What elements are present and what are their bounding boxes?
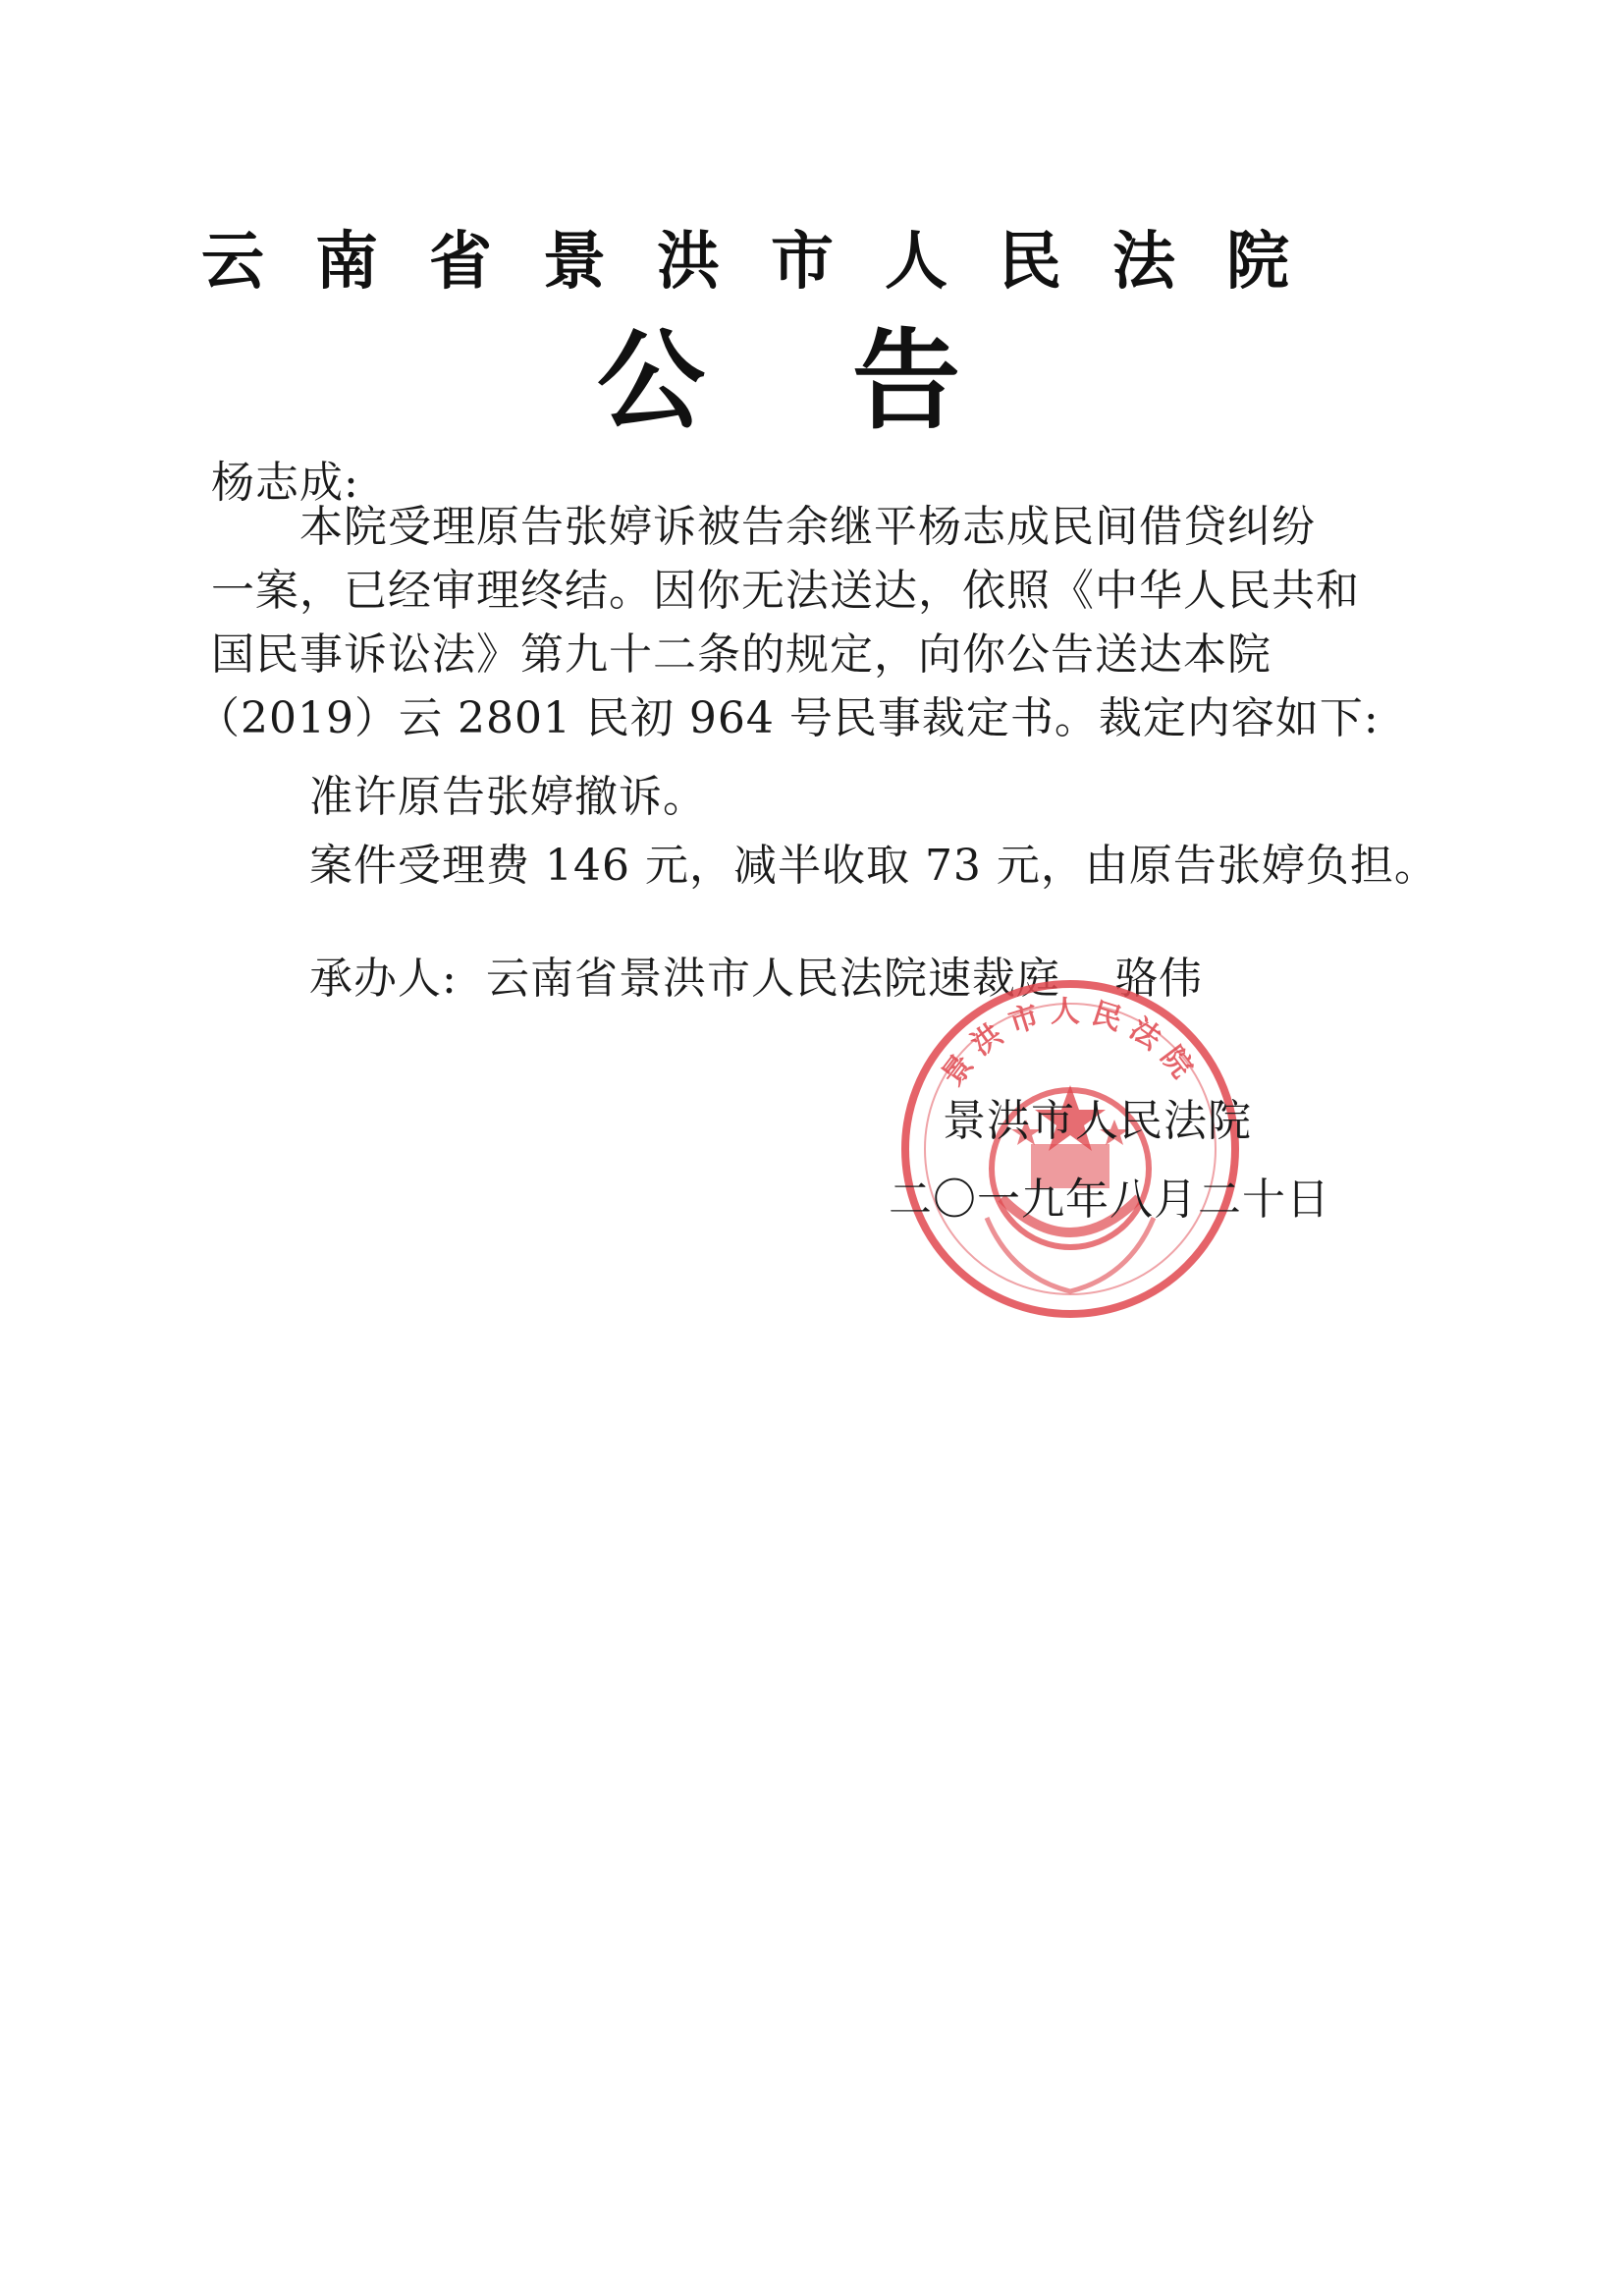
official-seal xyxy=(893,972,1247,1326)
court-name: 云南省景洪市人民法院 xyxy=(201,226,1340,299)
handler-unit: 云南省景洪市人民法院速裁庭 xyxy=(486,954,1060,1004)
body-line-4: （2019）云 2801 民初 964 号民事裁定书。裁定内容如下: xyxy=(196,693,1380,743)
document-title: 公告 xyxy=(597,318,1108,444)
body-line-1: 本院受理原告张婷诉被告余继平杨志成民间借贷纠纷 xyxy=(299,502,1316,552)
body-line-2: 一案，已经审理终结。因你无法送达，依照《中华人民共和 xyxy=(211,566,1360,616)
seal-text: 景洪市人民法院 xyxy=(935,995,1206,1093)
ruling-line-2: 案件受理费 146 元，减半收取 73 元，由原告张婷负担。 xyxy=(309,841,1438,891)
addressee: 杨志成: xyxy=(211,458,359,508)
handler-label: 承办人: xyxy=(309,954,458,1004)
issuer-name: 景洪市人民法院 xyxy=(943,1096,1252,1146)
body-line-3: 国民事诉讼法》第九十二条的规定，向你公告送达本院 xyxy=(211,629,1271,680)
issue-date: 二〇一九年八月二十日 xyxy=(889,1175,1330,1225)
ruling-line-1: 准许原告张婷撤诉。 xyxy=(309,772,707,822)
handler-name: 骆伟 xyxy=(1114,954,1203,1004)
